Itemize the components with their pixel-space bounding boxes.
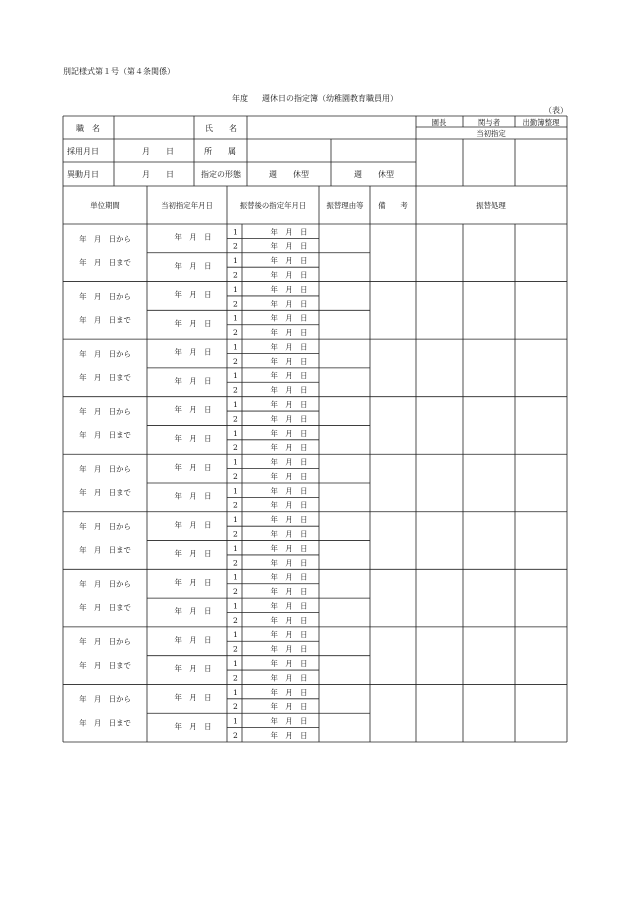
period-to: 年 月 日まで <box>79 545 131 555</box>
seq-number: 2 <box>233 500 238 510</box>
after-date: 年 月 日 <box>270 299 308 309</box>
after-date: 年 月 日 <box>270 356 308 366</box>
initial-date: 年 月 日 <box>174 606 212 616</box>
after-date: 年 月 日 <box>270 471 308 481</box>
seq-number: 2 <box>233 644 238 654</box>
seq-number: 1 <box>233 687 238 697</box>
after-date: 年 月 日 <box>270 558 308 568</box>
period-from: 年 月 日から <box>79 579 131 589</box>
initial-date: 年 月 日 <box>174 692 212 702</box>
after-date: 年 月 日 <box>270 543 308 553</box>
after-date: 年 月 日 <box>270 529 308 539</box>
seq-number: 1 <box>233 601 238 611</box>
unit-period-header: 単位期間 <box>90 201 120 210</box>
seq-number: 2 <box>233 270 238 280</box>
period-from: 年 月 日から <box>79 464 131 474</box>
approval-participant: 関与者 <box>477 118 501 127</box>
processing-header: 振替処理 <box>476 201 506 210</box>
period-to: 年 月 日まで <box>79 603 131 613</box>
transfer-date-label: 異動月日 <box>67 170 99 179</box>
initial-date: 年 月 日 <box>174 261 212 271</box>
after-date: 年 月 日 <box>270 313 308 323</box>
hire-date-value: 月 日 <box>142 147 174 156</box>
initial-date: 年 月 日 <box>174 405 212 415</box>
seq-number: 1 <box>233 659 238 669</box>
after-date: 年 月 日 <box>270 328 308 338</box>
after-date: 年 月 日 <box>270 227 308 237</box>
seq-number: 2 <box>233 471 238 481</box>
after-date: 年 月 日 <box>270 659 308 669</box>
seq-number: 2 <box>233 730 238 740</box>
after-date: 年 月 日 <box>270 284 308 294</box>
seq-number: 2 <box>233 356 238 366</box>
initial-designation-label: 当初指定 <box>476 129 506 138</box>
after-date: 年 月 日 <box>270 385 308 395</box>
after-date: 年 月 日 <box>270 630 308 640</box>
seq-number: 2 <box>233 615 238 625</box>
period-to: 年 月 日まで <box>79 488 131 498</box>
designation-form-label: 指定の形態 <box>201 170 241 179</box>
period-to: 年 月 日まで <box>79 430 131 440</box>
after-date: 年 月 日 <box>270 702 308 712</box>
job-title-label: 職 名 <box>76 124 100 133</box>
initial-date: 年 月 日 <box>174 635 212 645</box>
initial-date: 年 月 日 <box>174 520 212 530</box>
seq-number: 1 <box>233 227 238 237</box>
reason-header: 振替理由等 <box>326 201 364 210</box>
week-off-type-1: 週 休型 <box>269 170 309 179</box>
seq-number: 1 <box>233 284 238 294</box>
seq-number: 1 <box>233 400 238 410</box>
initial-date: 年 月 日 <box>174 462 212 472</box>
period-from: 年 月 日から <box>79 406 131 416</box>
approval-attendance: 出勤簿整理 <box>522 118 560 127</box>
seq-number: 1 <box>233 716 238 726</box>
after-date: 年 月 日 <box>270 241 308 251</box>
seq-number: 1 <box>233 428 238 438</box>
seq-number: 1 <box>233 630 238 640</box>
period-to: 年 月 日まで <box>79 660 131 670</box>
seq-number: 2 <box>233 702 238 712</box>
after-date: 年 月 日 <box>270 414 308 424</box>
seq-number: 2 <box>233 414 238 424</box>
after-date: 年 月 日 <box>270 587 308 597</box>
period-from: 年 月 日から <box>79 694 131 704</box>
after-date: 年 月 日 <box>270 615 308 625</box>
initial-date: 年 月 日 <box>174 549 212 559</box>
seq-number: 2 <box>233 529 238 539</box>
after-date: 年 月 日 <box>270 457 308 467</box>
after-date: 年 月 日 <box>270 644 308 654</box>
period-to: 年 月 日まで <box>79 257 131 267</box>
remarks-header: 備 考 <box>378 201 408 210</box>
initial-date: 年 月 日 <box>174 347 212 357</box>
initial-date: 年 月 日 <box>174 318 212 328</box>
after-date: 年 月 日 <box>270 515 308 525</box>
seq-number: 1 <box>233 543 238 553</box>
seq-number: 1 <box>233 486 238 496</box>
transfer-date-value: 月 日 <box>142 170 174 179</box>
side-note: （表） <box>544 106 568 115</box>
seq-number: 1 <box>233 457 238 467</box>
after-date: 年 月 日 <box>270 486 308 496</box>
after-date: 年 月 日 <box>270 371 308 381</box>
seq-number: 2 <box>233 328 238 338</box>
after-date: 年 月 日 <box>270 342 308 352</box>
initial-date: 年 月 日 <box>174 290 212 300</box>
week-off-type-2: 週 休型 <box>354 170 394 179</box>
period-from: 年 月 日から <box>79 291 131 301</box>
seq-number: 1 <box>233 313 238 323</box>
after-date: 年 月 日 <box>270 443 308 453</box>
seq-number: 2 <box>233 443 238 453</box>
after-date: 年 月 日 <box>270 256 308 266</box>
after-date: 年 月 日 <box>270 716 308 726</box>
seq-number: 2 <box>233 587 238 597</box>
after-date: 年 月 日 <box>270 730 308 740</box>
period-from: 年 月 日から <box>79 349 131 359</box>
seq-number: 1 <box>233 256 238 266</box>
initial-date: 年 月 日 <box>174 664 212 674</box>
after-date: 年 月 日 <box>270 500 308 510</box>
seq-number: 1 <box>233 572 238 582</box>
after-date: 年 月 日 <box>270 687 308 697</box>
period-to: 年 月 日まで <box>79 372 131 382</box>
seq-number: 1 <box>233 371 238 381</box>
seq-number: 1 <box>233 342 238 352</box>
period-from: 年 月 日から <box>79 522 131 532</box>
title-name: 週休日の指定簿（幼稚園教育職員用） <box>262 94 398 103</box>
after-date: 年 月 日 <box>270 400 308 410</box>
after-date-header: 振替後の指定年月日 <box>239 201 307 210</box>
title-year: 年度 <box>232 94 248 103</box>
seq-number: 2 <box>233 385 238 395</box>
approval-principal: 園長 <box>431 118 447 127</box>
initial-date: 年 月 日 <box>174 577 212 587</box>
name-label: 氏 名 <box>205 124 237 133</box>
initial-date: 年 月 日 <box>174 232 212 242</box>
seq-number: 2 <box>233 558 238 568</box>
period-to: 年 月 日まで <box>79 718 131 728</box>
seq-number: 1 <box>233 515 238 525</box>
period-from: 年 月 日から <box>79 234 131 244</box>
after-date: 年 月 日 <box>270 601 308 611</box>
initial-date-header: 当初指定年月日 <box>161 201 213 210</box>
after-date: 年 月 日 <box>270 572 308 582</box>
period-blocks <box>79 227 307 740</box>
form-label: 別記様式第１号（第４条関係） <box>63 67 175 76</box>
seq-number: 2 <box>233 299 238 309</box>
initial-date: 年 月 日 <box>174 433 212 443</box>
initial-date: 年 月 日 <box>174 376 212 386</box>
initial-date: 年 月 日 <box>174 721 212 731</box>
seq-number: 2 <box>233 673 238 683</box>
hire-date-label: 採用月日 <box>67 147 99 156</box>
after-date: 年 月 日 <box>270 270 308 280</box>
period-from: 年 月 日から <box>79 637 131 647</box>
initial-date: 年 月 日 <box>174 491 212 501</box>
period-to: 年 月 日まで <box>79 315 131 325</box>
after-date: 年 月 日 <box>270 428 308 438</box>
after-date: 年 月 日 <box>270 673 308 683</box>
seq-number: 2 <box>233 241 238 251</box>
affiliation-label: 所 属 <box>204 147 236 156</box>
